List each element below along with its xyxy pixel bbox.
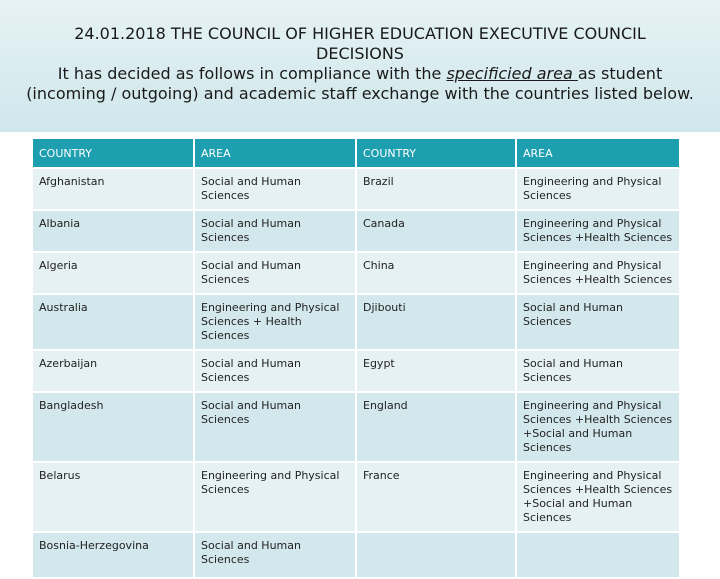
table-row — [33, 211, 679, 251]
title-line-3-pre: It has decided as follows in compliance with the — [57, 64, 447, 83]
specified-area-link[interactable]: specificied area — [446, 64, 578, 83]
header-country-2: COUNTRY — [357, 139, 515, 167]
title-line-3-post: as student — [577, 64, 663, 83]
table-cell: Bangladesh — [33, 393, 193, 461]
table-cell: Engineering and Physical Sciences +Health Sciences +Social and Human Sciences — [517, 393, 679, 461]
exchange-table — [31, 137, 681, 579]
table-cell: Belarus — [33, 463, 193, 531]
title-line-1: 24.01.2018 THE COUNCIL OF HIGHER EDUCATION EXECUTIVE COUNCIL — [74, 24, 646, 43]
table-cell: Canada — [357, 211, 515, 251]
table-cell: Albania — [33, 211, 193, 251]
table-cell: Social and Human Sciences — [195, 393, 355, 461]
table-cell: Social and Human Sciences — [517, 351, 679, 391]
table-row — [33, 463, 679, 531]
table-cell: Engineering and Physical Sciences — [195, 463, 355, 531]
table-cell: Engineering and Physical Sciences — [517, 169, 679, 209]
page-title — [20, 24, 700, 104]
table-cell: Djibouti — [357, 295, 515, 349]
exchange-table-container — [31, 137, 679, 579]
table-cell: Engineering and Physical Sciences +Health Sciences — [517, 211, 679, 251]
table-cell: Social and Human Sciences — [195, 211, 355, 251]
header-area-2: AREA — [517, 139, 679, 167]
table-cell: Social and Human Sciences — [195, 351, 355, 391]
table-cell: China — [357, 253, 515, 293]
table-cell: Engineering and Physical Sciences + Health Sciences — [195, 295, 355, 349]
table-cell: Bosnia-Herzegovina — [33, 533, 193, 577]
table-row — [33, 169, 679, 209]
table-cell: Social and Human Sciences — [517, 295, 679, 349]
table-cell: Afghanistan — [33, 169, 193, 209]
title-line-4: (incoming / outgoing) and academic staff exchange with the countries listed below. — [26, 84, 694, 103]
title-line-3 — [20, 64, 700, 84]
table-cell: Engineering and Physical Sciences +Health Sciences — [517, 253, 679, 293]
table-header-row — [33, 139, 679, 167]
table-cell: Social and Human Sciences — [195, 253, 355, 293]
table-cell: Egypt — [357, 351, 515, 391]
table-cell: Social and Human Sciences — [195, 169, 355, 209]
table-cell: Brazil — [357, 169, 515, 209]
table-cell: Engineering and Physical Sciences +Health Sciences +Social and Human Sciences — [517, 463, 679, 531]
table-cell: Australia — [33, 295, 193, 349]
table-cell: Azerbaijan — [33, 351, 193, 391]
table-row — [33, 393, 679, 461]
table-row — [33, 351, 679, 391]
table-cell: Social and Human Sciences — [195, 533, 355, 577]
header-country-1: COUNTRY — [33, 139, 193, 167]
header-area-1: AREA — [195, 139, 355, 167]
table-row — [33, 295, 679, 349]
table-cell: Algeria — [33, 253, 193, 293]
table-cell: France — [357, 463, 515, 531]
title-line-2: DECISIONS — [316, 44, 404, 63]
table-cell: England — [357, 393, 515, 461]
table-row — [33, 253, 679, 293]
